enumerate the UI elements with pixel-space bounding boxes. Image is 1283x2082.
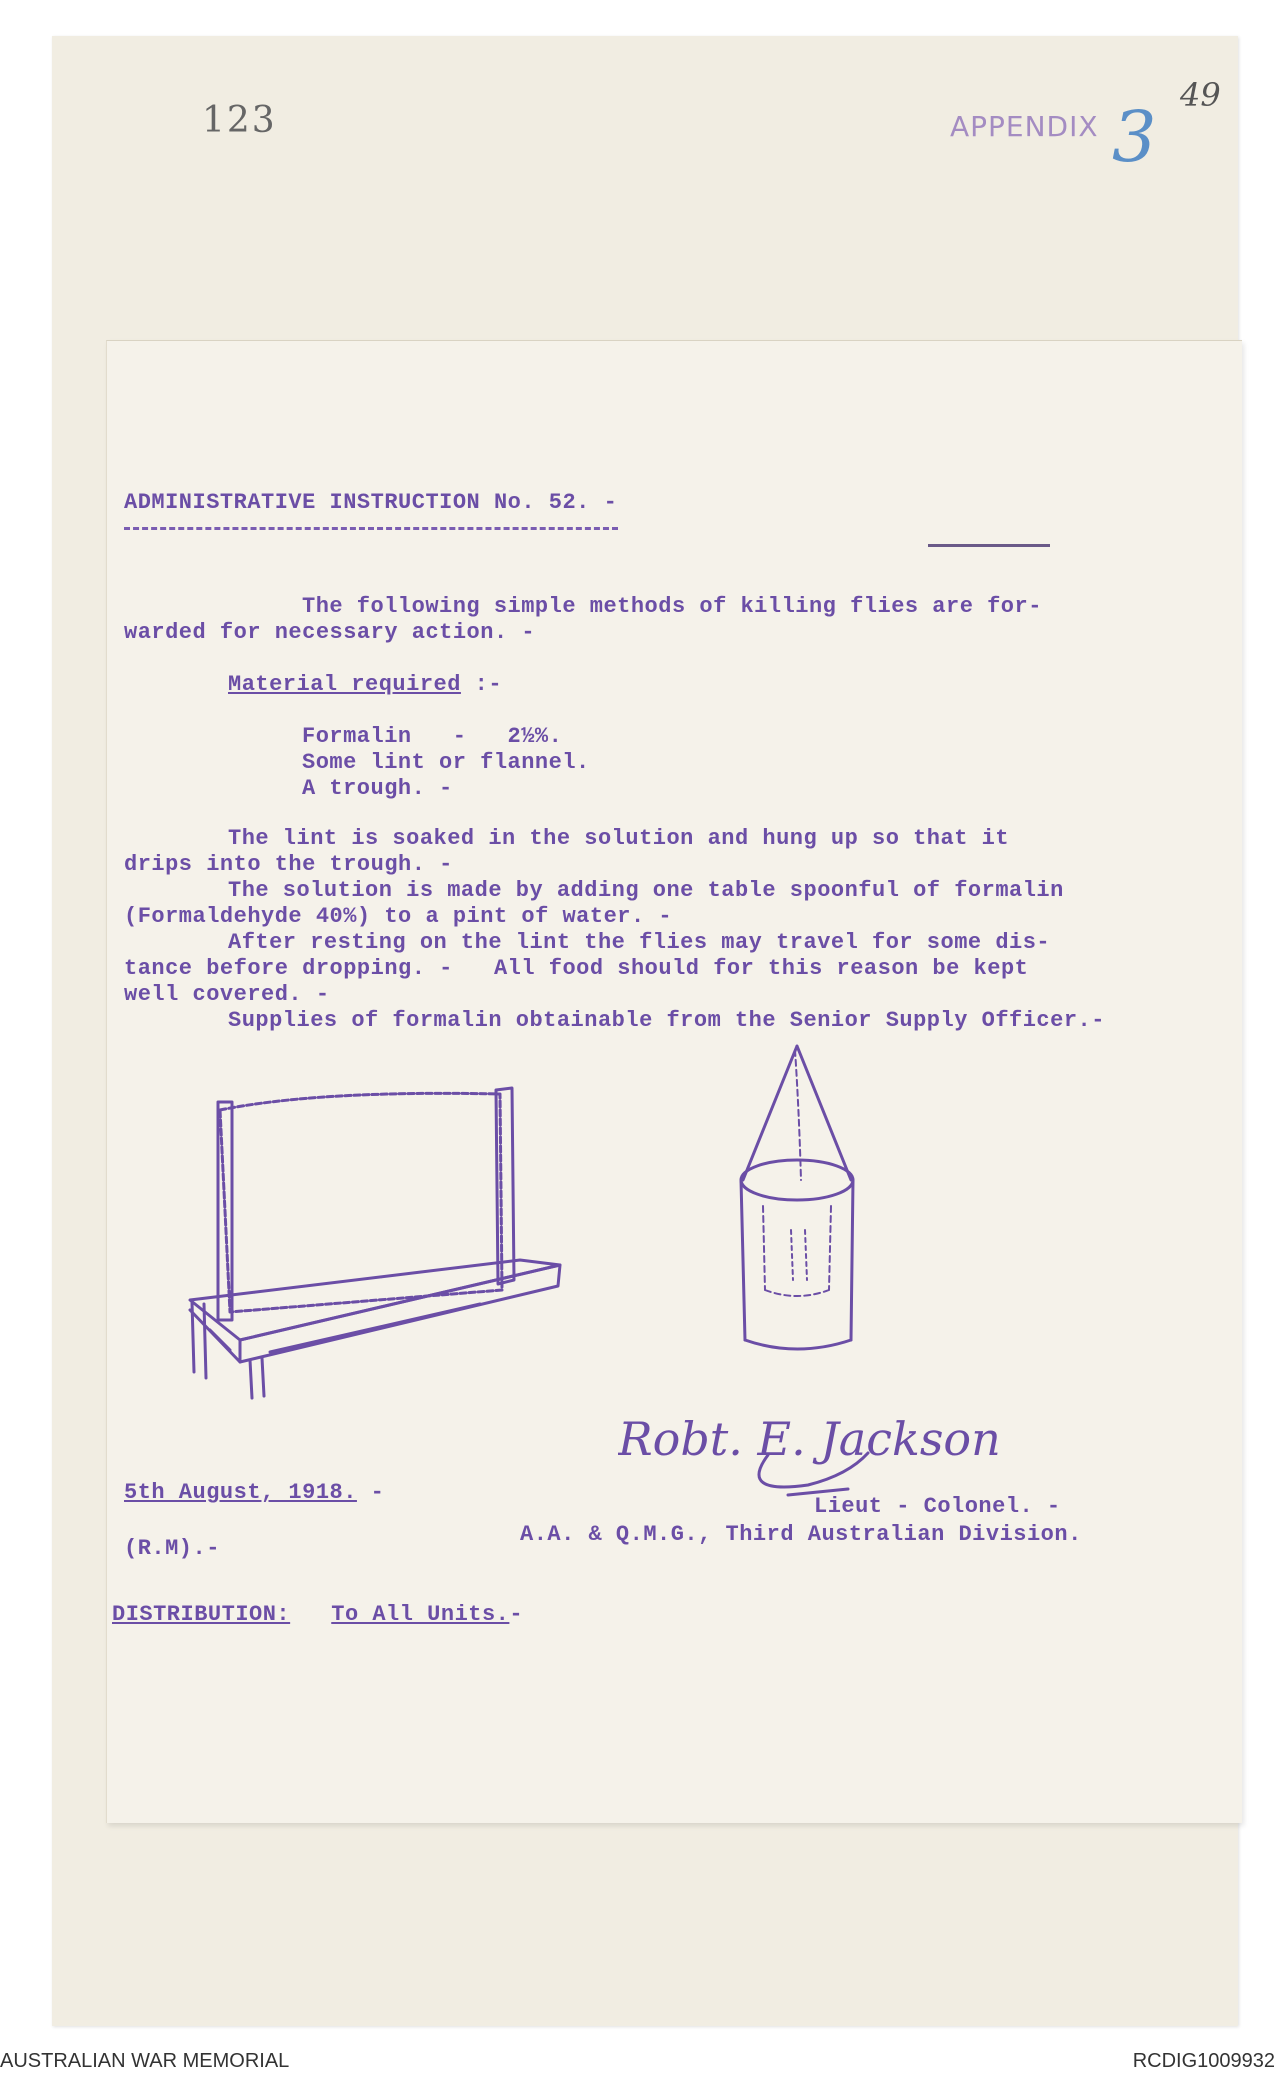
reference: (R.M).- (124, 1536, 220, 1561)
signatory-title: A.A. & Q.M.G., Third Australian Division. (520, 1522, 1082, 1547)
signature-text: Robt. E. Jackson (618, 1412, 998, 1466)
materials-heading (228, 672, 502, 698)
footer-source: AUSTRALIAN WAR MEMORIAL (0, 2050, 290, 2072)
document-date (124, 1480, 384, 1506)
date-text: 5th August, 1918. (124, 1480, 357, 1505)
body-line: Supplies of formalin obtainable from the Senior Supply Officer.- (228, 1008, 1105, 1033)
distribution-value: To All Units. (331, 1602, 510, 1627)
materials-heading-suffix: :- (460, 672, 503, 697)
body-line: well covered. - (124, 982, 330, 1007)
title-underline (124, 527, 618, 530)
intro-line-2: warded for necessary action. - (124, 620, 536, 645)
intro-line-1: The following simple methods of killing flies are for- (302, 594, 1042, 619)
distribution (112, 1602, 523, 1628)
material-item: Some lint or flannel. (302, 750, 590, 775)
folio-number: 123 (202, 100, 277, 141)
footer-id: RCDIG1009932 (1132, 2050, 1275, 2072)
distribution-suffix: - (509, 1602, 524, 1627)
body-line: The lint is soaked in the solution and hung up so that it (228, 826, 1010, 851)
body-line: (Formaldehyde 40%) to a pint of water. - (124, 904, 673, 929)
body-line: tance before dropping. - All food should for this reason be kept (124, 956, 1029, 981)
body-line: After resting on the lint the flies may travel for some dis- (228, 930, 1051, 955)
distribution-label: DISTRIBUTION: (112, 1602, 291, 1627)
materials-heading-text: Material required (228, 672, 461, 697)
appendix-number: 3 (1112, 96, 1157, 178)
signatory-rank: Lieut - Colonel. - (814, 1494, 1061, 1519)
body-line: The solution is made by adding one table spoonful of formalin (228, 878, 1064, 903)
page-number: 49 (1180, 76, 1221, 114)
document-title: ADMINISTRATIVE INSTRUCTION No. 52. - (124, 490, 618, 515)
material-item: A trough. - (302, 776, 453, 801)
body-line: drips into the trough. - (124, 852, 453, 877)
date-suffix: - (356, 1480, 385, 1505)
appendix-stamp: APPENDIX (950, 110, 1099, 143)
pen-stroke (928, 544, 1050, 547)
material-item: Formalin - 2½%. (302, 724, 563, 749)
cone-cylinder-illustration (735, 1040, 875, 1360)
trough-illustration (180, 1080, 570, 1400)
